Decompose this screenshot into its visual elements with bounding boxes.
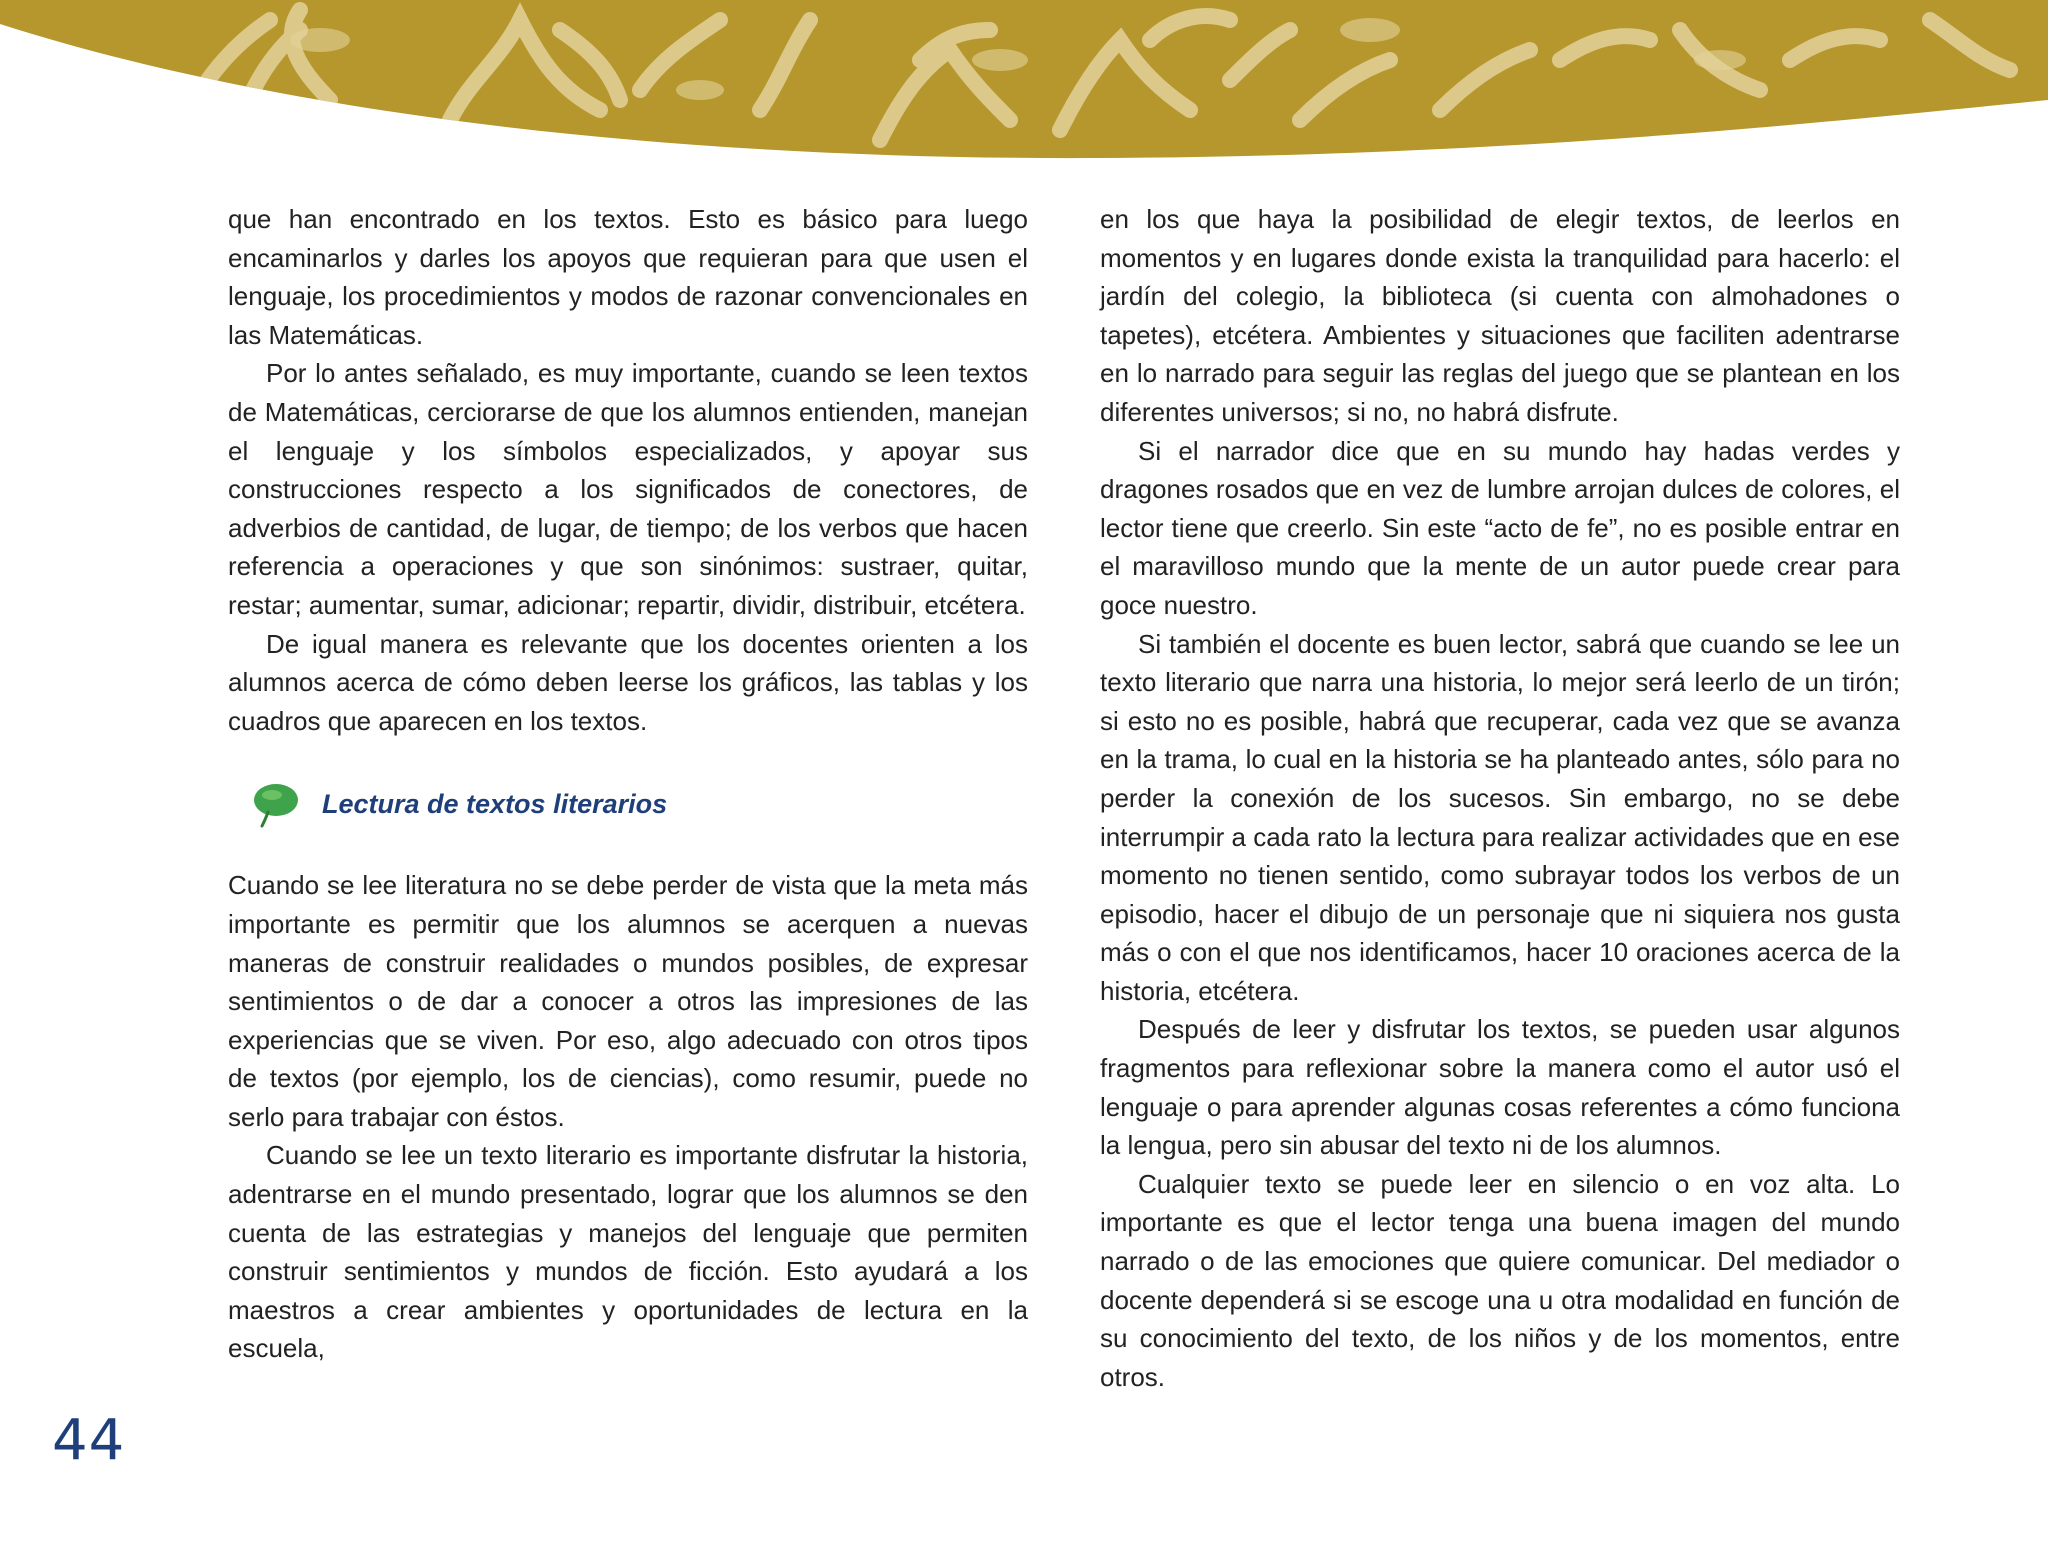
section-heading bbox=[250, 780, 1028, 828]
body-paragraph: Si el narrador dice que en su mundo hay hadas verdes y dragones rosados que en vez de lumbre arrojan dulces de colores, el lector tiene que creerlo. Sin este “acto de fe”, no es posible entrar en el maravilloso mundo que la mente de un autor puede crear para goce nuestro. bbox=[1100, 435, 1900, 620]
header-banner bbox=[0, 0, 2048, 200]
body-paragraph: Si también el docente es buen lector, sabrá que cuando se lee un texto literario que narra una historia, lo mejor será leerlo de un tirón; si esto no es posible, habrá que recuperar, cada vez que se avanza en la trama, lo cual en la historia se ha planteado antes, sólo para no perder la conexión de los sucesos. Sin embargo, no se debe interrumpir a cada rato la lectura para realizar actividades que en ese momento no tienen sentido, como subrayar todos los verbos de un episodio, hacer el dibujo de un personaje que ni siquiera nos gusta más o con el que nos identificamos, hacer 10 oraciones acerca de la historia, etcétera. bbox=[1100, 628, 1900, 1006]
right-column bbox=[1100, 200, 1900, 1396]
body-paragraph: en los que haya la posibilidad de elegir textos, de leerlos en momentos y en lugares donde exista la tranquilidad para hacerlo: el jardín del colegio, la biblioteca (si cuenta con almohadones o tapetes), etcétera. Ambientes y situaciones que faciliten adentrarse en lo narrado para seguir las reglas del juego que se plantean en los diferentes universos; si no, no habrá disfrute. bbox=[1100, 204, 1900, 427]
left-column bbox=[228, 200, 1028, 1368]
body-paragraph: Cuando se lee literatura no se debe perder de vista que la meta más importante es permitir que los alumnos se acerquen a nuevas maneras de construir realidades o mundos posibles, de expresar sentimientos o de dar a conocer a otros las impresiones de las experiencias que se viven. Por eso, algo adecuado con otros tipos de textos (por ejemplo, los de ciencias), como resumir, puede no serlo para trabajar con éstos. bbox=[228, 870, 1028, 1132]
body-paragraph: Después de leer y disfrutar los textos, se pueden usar algunos fragmentos para reflexionar sobre la manera como el autor usó el lenguaje o para aprender algunas cosas referentes a cómo funciona la lengua, pero sin abusar del texto ni de los alumnos. bbox=[1100, 1014, 1900, 1161]
body-paragraph: Cuando se lee un texto literario es importante disfrutar la historia, adentrarse en el mundo presentado, lograr que los alumnos se den cuenta de las estrategias y manejos del lenguaje que permiten construir sentimientos y mundos de ficción. Esto ayudará a los maestros a crear ambientes y oportunidades de lectura en la escuela, bbox=[228, 1140, 1028, 1364]
body-paragraph: Por lo antes señalado, es muy importante, cuando se leen textos de Matemáticas, cerciorarse de que los alumnos entienden, manejan el lenguaje y los símbolos especializados, y apoyar sus construcciones respecto a los significados de conectores, de adverbios de cantidad, de lugar, de tiempo; de los verbos que hacen referencia a operaciones y que son sinónimos: sustraer, quitar, restar; aumentar, sumar, adicionar; repartir, dividir, distribuir, etcétera. bbox=[228, 358, 1028, 620]
body-paragraph: Cualquier texto se puede leer en silencio o en voz alta. Lo importante es que el lector tenga una buena imagen del mundo narrado o de las emociones que quiere comunicar. Del mediador o docente dependerá si se escoge una u otra modalidad en función de su conocimiento del texto, de los niños y de los momentos, entre otros. bbox=[1100, 1168, 1900, 1392]
leaf-icon bbox=[250, 780, 302, 828]
body-paragraph: que han encontrado en los textos. Esto es básico para luego encaminarlos y darles los apoyos que requieran para que usen el lenguaje, los procedimientos y modos de razonar convencionales en las Matemáticas. bbox=[228, 204, 1028, 350]
body-paragraph: De igual manera es relevante que los docentes orienten a los alumnos acerca de cómo deben leerse los gráficos, las tablas y los cuadros que aparecen en los textos. bbox=[228, 628, 1028, 736]
page-number: 44 bbox=[52, 1408, 126, 1473]
section-title: Lectura de textos literarios bbox=[322, 789, 668, 820]
